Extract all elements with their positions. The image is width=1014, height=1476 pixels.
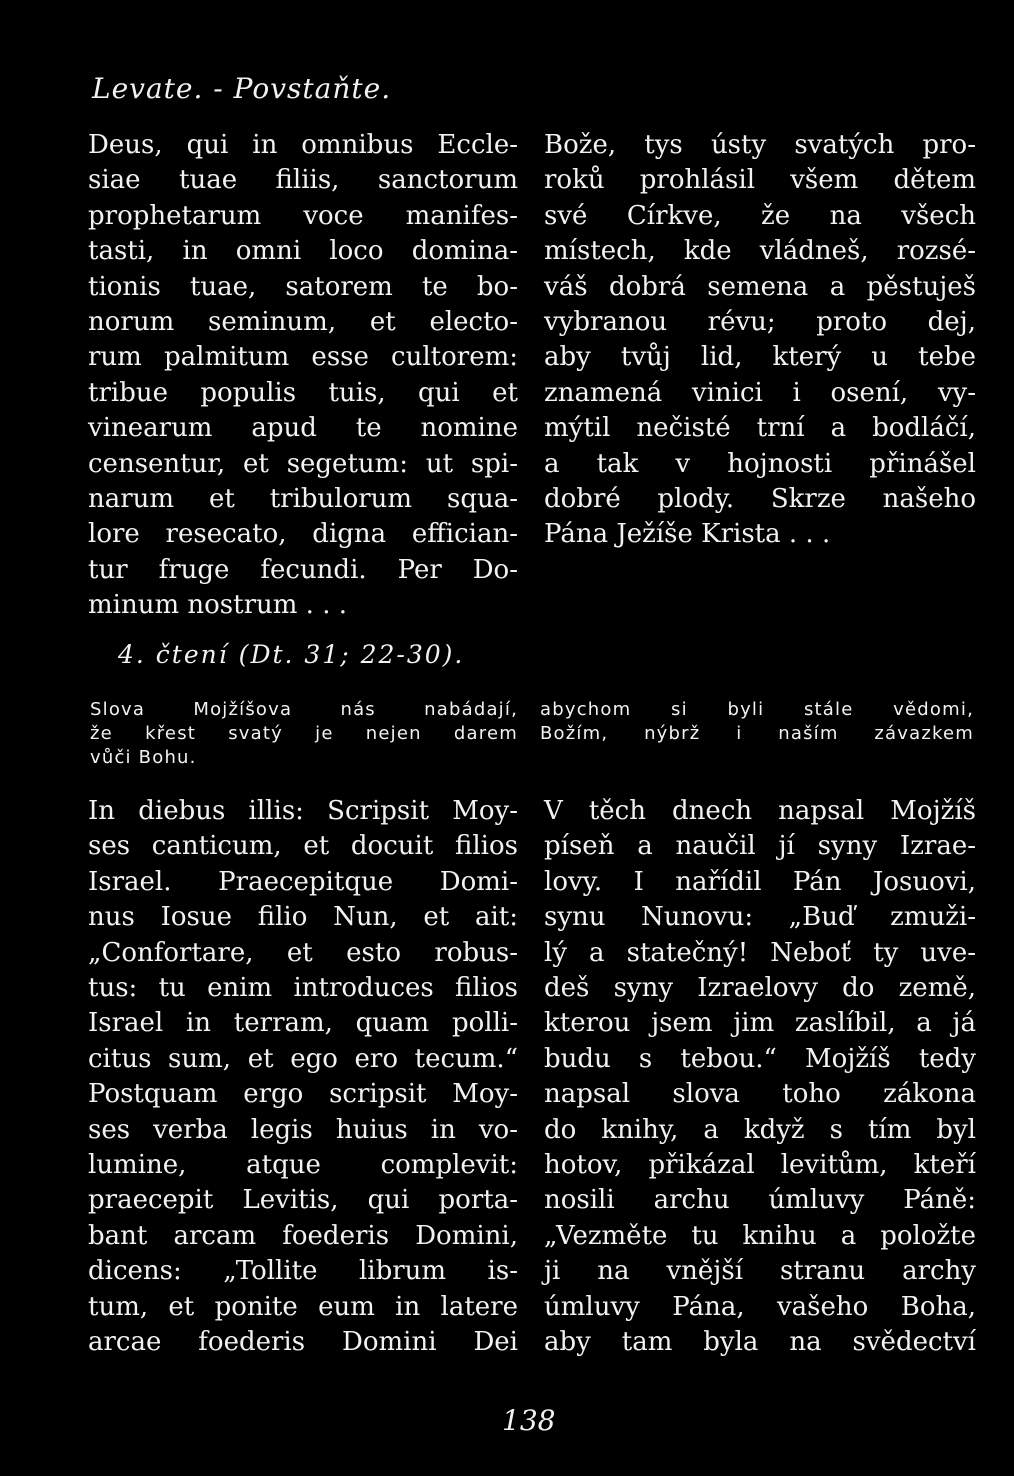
text-line: lumine, atque complevit: bbox=[88, 1150, 518, 1181]
text-line: tribue populis tuis, qui et bbox=[88, 377, 518, 408]
text-line: aby tam byla na svědectví bbox=[544, 1327, 976, 1358]
text-line: Pána Ježíše Krista . . . bbox=[544, 519, 831, 550]
text-line: dicens: „Tollite librum is- bbox=[88, 1256, 518, 1287]
text-line: Deus, qui in omnibus Eccle- bbox=[88, 130, 518, 160]
summary-line: Božím, nýbrž i naším závazkem bbox=[540, 723, 974, 744]
text-line: V těch dnech napsal Mojžíš bbox=[544, 796, 976, 826]
text-line: In diebus illis: Scripsit Moy- bbox=[88, 796, 518, 826]
text-line: kterou jsem jim zaslíbil, a já bbox=[544, 1008, 976, 1039]
section-heading: Levate. - Povstaňte. bbox=[92, 72, 392, 105]
text-line: tur fruge fecundi. Per Do- bbox=[88, 554, 518, 585]
text-line: narum et tribulorum squa- bbox=[88, 484, 518, 515]
text-line: do knihy, a když s tím byl bbox=[544, 1114, 976, 1145]
summary-line: abychom si byli stále vědomi, bbox=[540, 699, 974, 720]
text-line: minum nostrum . . . bbox=[88, 590, 347, 621]
text-line: a tak v hojnosti přinášel bbox=[544, 448, 976, 479]
text-line: místech, kde vládneš, rozsé- bbox=[544, 236, 976, 267]
text-line: deš syny Izraelovy do země, bbox=[544, 973, 976, 1004]
summary-line: že křest svatý je nejen darem bbox=[90, 723, 518, 744]
text-line: arcae foederis Domini Dei bbox=[88, 1327, 518, 1358]
text-line: aby tvůj lid, který u tebe bbox=[544, 342, 976, 373]
text-line: Postquam ergo scripsit Moy- bbox=[88, 1079, 518, 1110]
text-line: „Vezměte tu knihu a položte bbox=[544, 1220, 976, 1251]
text-line: nus Iosue filio Nun, et ait: bbox=[88, 902, 518, 933]
text-line: Israel. Praecepitque Domi- bbox=[88, 866, 518, 897]
text-line: praecepit Levitis, qui porta- bbox=[88, 1185, 518, 1216]
text-line: píseň a naučil jí syny Izrae- bbox=[544, 831, 976, 862]
text-line: tus: tu enim introduces filios bbox=[88, 973, 518, 1004]
summary-left bbox=[90, 698, 518, 770]
prayer-czech-column bbox=[544, 128, 976, 553]
summary-line: vůči Bohu. bbox=[90, 747, 197, 768]
text-line: censentur, et segetum: ut spi- bbox=[88, 448, 518, 479]
text-line: lovy. I nařídil Pán Josuovi, bbox=[544, 866, 976, 897]
text-line: tionis tuae, satorem te bo- bbox=[88, 271, 518, 302]
prayer-latin-column bbox=[88, 128, 518, 624]
summary-right bbox=[540, 698, 974, 746]
text-line: ses verba legis huius in vo- bbox=[88, 1114, 518, 1145]
text-line: prophetarum voce manifes- bbox=[88, 200, 518, 231]
text-line: citus sum, et ego ero tecum.“ bbox=[88, 1043, 518, 1074]
page-number: 138 bbox=[502, 1404, 556, 1437]
text-line: Israel in terram, quam polli- bbox=[88, 1008, 518, 1039]
text-line: lý a statečný! Neboť ty uve- bbox=[544, 937, 976, 968]
text-line: vinearum apud te nomine bbox=[88, 413, 518, 444]
text-line: ji na vnější stranu archy bbox=[544, 1256, 976, 1287]
text-line: budu s tebou.“ Mojžíš tedy bbox=[544, 1043, 976, 1074]
text-line: norum seminum, et electo- bbox=[88, 307, 518, 338]
text-line: bant arcam foederis Domini, bbox=[88, 1220, 518, 1251]
text-line: „Confortare, et esto robus- bbox=[88, 937, 518, 968]
reading-czech-column bbox=[544, 794, 976, 1361]
text-line: rum palmitum esse cultorem: bbox=[88, 342, 518, 373]
text-line: hotov, přikázal levitům, kteří bbox=[544, 1150, 976, 1181]
text-line: dobré plody. Skrze našeho bbox=[544, 484, 976, 515]
text-line: mýtil nečisté trní a bodláčí, bbox=[544, 413, 976, 444]
text-line: tasti, in omni loco domina- bbox=[88, 236, 518, 267]
summary-line: Slova Mojžíšova nás nabádají, bbox=[90, 699, 518, 720]
text-line: lore resecato, digna effician- bbox=[88, 519, 518, 550]
text-line: roků prohlásil všem dětem bbox=[544, 165, 976, 196]
reading-title: 4. čtení (Dt. 31; 22-30). bbox=[118, 640, 465, 669]
text-line: úmluvy Pána, vašeho Boha, bbox=[544, 1291, 976, 1322]
text-line: tum, et ponite eum in latere bbox=[88, 1291, 518, 1322]
text-line: nosili archu úmluvy Páně: bbox=[544, 1185, 976, 1216]
text-line: synu Nunovu: „Buď zmuži- bbox=[544, 902, 976, 933]
text-line: znamená vinici i osení, vy- bbox=[544, 377, 976, 408]
text-line: váš dobrá semena a pěstuješ bbox=[544, 271, 976, 302]
text-line: ses canticum, et docuit filios bbox=[88, 831, 518, 862]
text-line: Bože, tys ústy svatých pro- bbox=[544, 130, 976, 160]
text-line: vybranou révu; proto dej, bbox=[544, 307, 976, 338]
text-line: napsal slova toho zákona bbox=[544, 1079, 976, 1110]
reading-latin-column bbox=[88, 794, 518, 1361]
text-line: své Církve, že na všech bbox=[544, 200, 976, 231]
text-line: siae tuae filiis, sanctorum bbox=[88, 165, 518, 196]
